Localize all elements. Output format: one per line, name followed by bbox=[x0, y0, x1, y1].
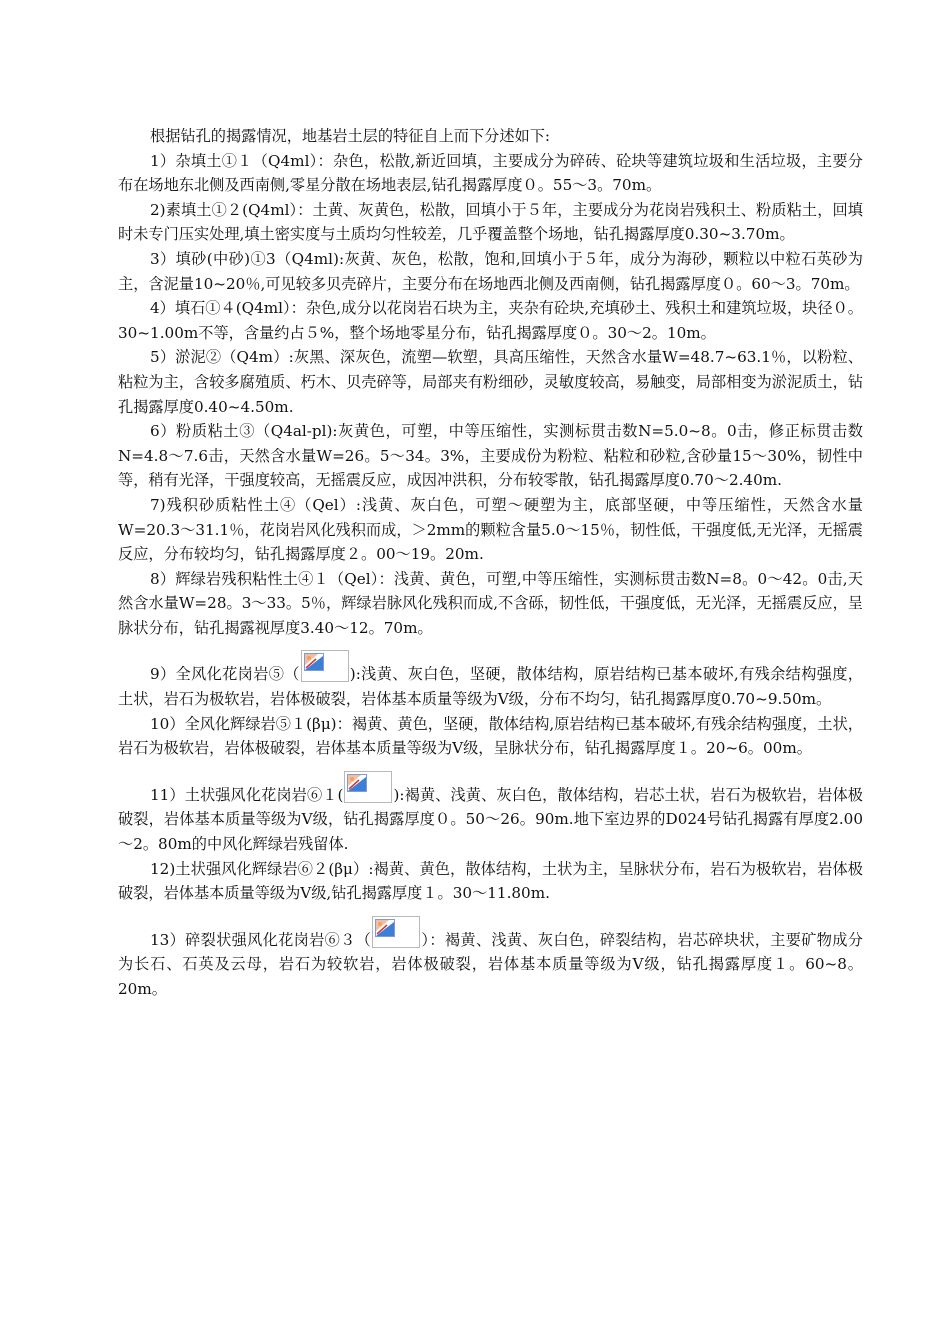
layer-paragraph-3: 3）填砂(中砂)①3（Q4ml):灰黄、灰色，松散，饱和,回填小于５年，成分为海砂，颗粒以中粒石英砂为主，含泥量10~20％,可见较多贝壳碎片，主要分布在场地西北侧及西南侧，钻孔揭露厚度０。60～3。70m。 bbox=[118, 249, 863, 293]
layer-paragraph-10: 10）全风化辉绿岩⑤１(βμ)：褐黄、黄色，坚硬，散体结构,原岩结构已基本破坏,有残余结构强度，土状，岩石为极软岩，岩体极破裂，岩体基本质量等级为Ⅴ级，呈脉状分布，钻孔揭露厚度１。20~6。00m。 bbox=[118, 714, 863, 758]
paragraph-13-lead: 13）碎裂状强风化花岗岩⑥３（ bbox=[150, 930, 372, 949]
paragraph-9-lead: 9）全风化花岗岩⑤（ bbox=[150, 665, 300, 684]
layer-paragraph-13 bbox=[118, 916, 863, 1002]
layer-paragraph-1: 1）杂填土①１（Q4ml）：杂色，松散,新近回填，主要成分为碎砖、砼块等建筑垃圾和生活垃圾，主要分布在场地东北侧及西南侧,零星分散在场地表层,钻孔揭露厚度０。55～3。70m。 bbox=[118, 151, 863, 195]
paragraph-11-rest: ):褐黄、浅黄、灰白色，散体结构，岩芯土状，岩石为极软岩，岩体极破裂，岩体基本质量等级为Ⅴ级，钻孔揭露厚度０。50～26。90m.地下室边界的D024号钻孔揭露有厚度2.00～2。80m的中风化辉绿岩残留体. bbox=[118, 785, 863, 854]
broken-image-icon bbox=[301, 650, 349, 682]
intro-paragraph: 根据钻孔的揭露情况，地基岩土层的特征自上而下分述如下: bbox=[150, 127, 550, 145]
paragraph-13-rest: ）：褐黄、浅黄、灰白色，碎裂结构，岩芯碎块状，主要矿物成分为长石、石英及云母，岩石为较软岩，岩体极破裂，岩体基本质量等级为Ⅴ级，钻孔揭露厚度１。60~8。20m。 bbox=[118, 930, 863, 998]
layer-paragraph-7: 7)残积砂质粘性土④（Qel）:浅黄、灰白色，可塑～硬塑为主，底部坚硬，中等压缩性，天然含水量W=20.3～31.1％，花岗岩风化残积而成，＞2mm的颗粒含量5.0～15％，韧性低，干强度低,无光泽，无摇震反应，分布较均匀，钻孔揭露厚度２。00～19。20m. bbox=[118, 495, 863, 564]
layer-paragraph-8: 8）辉绿岩残积粘性土④１（Qel）：浅黄、黄色，可塑,中等压缩性，实测标贯击数N=8。0～42。0击,天然含水量W=28。3～33。5％，辉绿岩脉风化残积而成,不含砾，韧性低，干强度低，无光泽，无摇震反应，呈脉状分布，钻孔揭露视厚度3.40～12。70m。 bbox=[118, 569, 863, 637]
layer-paragraph-2: 2)素填土①２(Q4ml）：土黄、灰黄色，松散，回填小于５年，主要成分为花岗岩残积土、粉质粘土，回填时未专门压实处理,填土密实度与土质均匀性较差，几乎覆盖整个场地，钻孔揭露厚度0.30~3.70m。 bbox=[118, 200, 863, 244]
broken-image-icon bbox=[372, 916, 420, 948]
layer-paragraph-6: 6）粉质粘土③（Q4al-pl):灰黄色，可塑，中等压缩性，实测标贯击数N=5.0~8。0击，修正标贯击数N=4.8～7.6击，天然含水量W=26。5～34。3%，主要成份为粉粒、粘粒和砂粒,含砂量15～30%，韧性中等，稍有光泽，干强度较高，无摇震反应，成因冲洪积，分布较零散，钻孔揭露厚度0.70～2.40m. bbox=[118, 422, 863, 490]
document-body bbox=[118, 124, 863, 1002]
layer-paragraph-12: 12)土状强风化辉绿岩⑥２(βμ）:褐黄、黄色，散体结构，土状为主，呈脉状分布，岩石为极软岩，岩体极破裂，岩体基本质量等级为Ⅴ级,钻孔揭露厚度１。30～11.80m. bbox=[118, 859, 863, 903]
layer-paragraph-4: 4）填石①４(Q4ml）：杂色,成分以花岗岩石块为主，夹杂有砼块,充填砂土、残积土和建筑垃圾，块径０。30~1.00m不等，含量约占５%，整个场地零星分布，钻孔揭露厚度０。30～2。10m。 bbox=[118, 299, 863, 342]
broken-image-icon bbox=[344, 771, 392, 803]
layer-paragraph-9 bbox=[118, 650, 863, 711]
paragraph-11-lead: 11）土状强风化花岗岩⑥１( bbox=[150, 785, 344, 804]
paragraph-9-rest: ):浅黄、灰白色，坚硬，散体结构，原岩结构已基本破坏,有残余结构强度，土状，岩石为极软岩，岩体极破裂，岩体基本质量等级为Ⅴ级，分布不均匀，钻孔揭露厚度0.70~9.50m。 bbox=[118, 665, 863, 709]
layer-paragraph-11 bbox=[118, 771, 863, 857]
layer-paragraph-5: 5）淤泥②（Q4m）:灰黑、深灰色，流塑—软塑，具高压缩性，天然含水量W=48.7~63.1％，以粉粒、粘粒为主，含较多腐殖质、朽木、贝壳碎等，局部夹有粉细砂，灵敏度较高，易触变，局部相变为淤泥质土，钻孔揭露厚度0.40~4.50m. bbox=[118, 348, 863, 416]
